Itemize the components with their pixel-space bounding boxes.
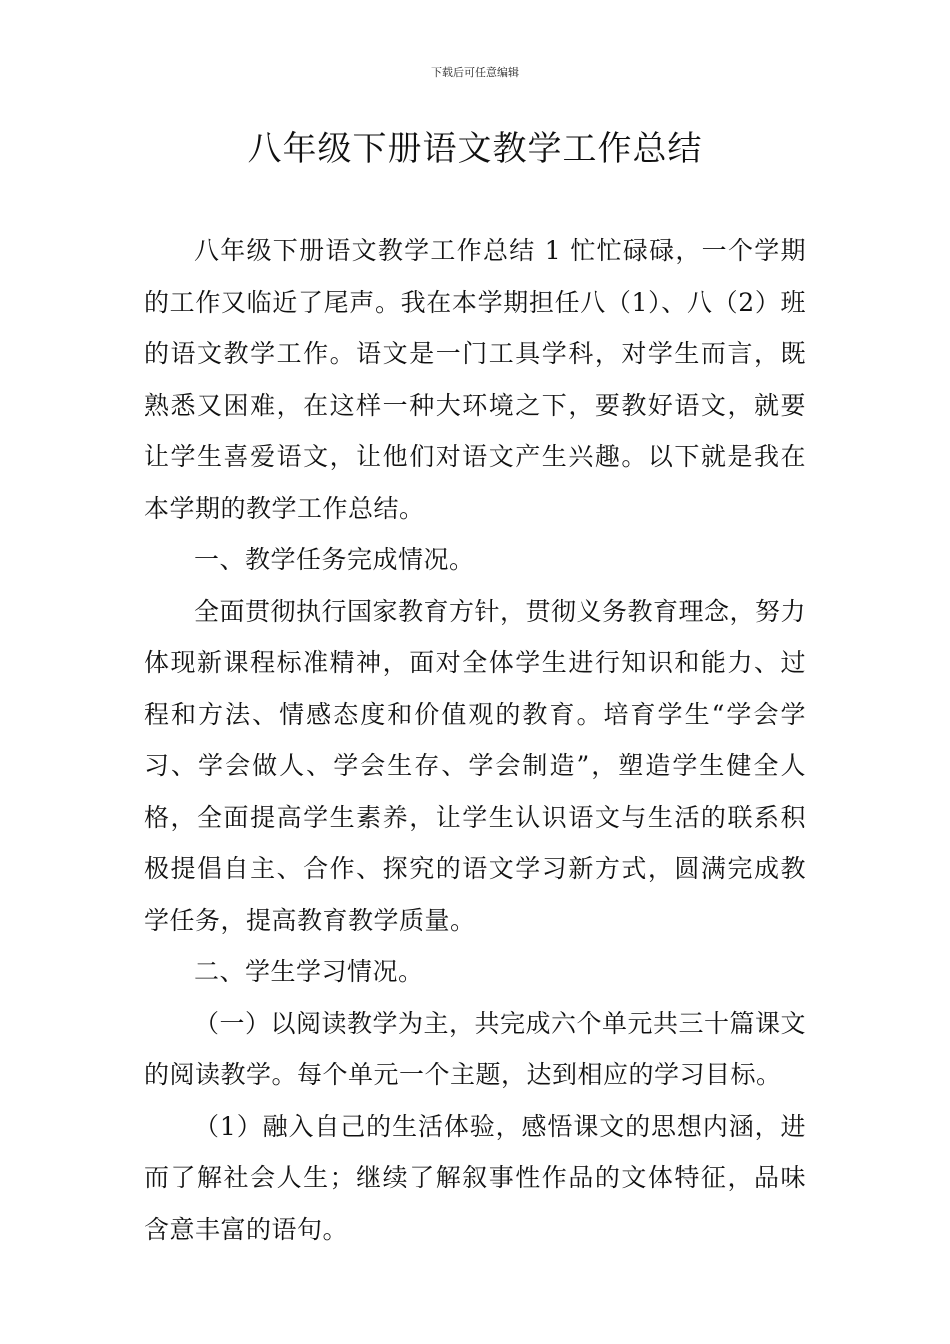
paragraph-teaching-tasks: 全面贯彻执行国家教育方针，贯彻义务教育理念，努力体现新课程标准精神，面对全体学生进行知识和能力、过程和方法、情感态度和价值观的教育。培育学生“学会学习、学会做人、学会生存、学会制造”，塑造学生健全人格，全面提高学生素养，让学生认识语文与生活的联系积极提倡自主、合作、探究的语文学习新方式，圆满完成教学任务，提高教育教学质量。 [144, 596, 807, 935]
paragraph-life-experience: （1）融入自己的生活体验，感悟课文的思想内涵，进而了解社会人生；继续了解叙事性作品的文体特征，品味含意丰富的语句。 [144, 1111, 806, 1244]
section-heading-teaching-tasks: 一、教学任务完成情况。 [194, 545, 475, 574]
document-title: 八年级下册语文教学工作总结 [247, 129, 703, 169]
document-body [144, 225, 806, 1255]
paragraph-reading-teaching: （一）以阅读教学为主，共完成六个单元共三十篇课文的阅读教学。每个单元一个主题，达到相应的学习目标。 [144, 1008, 807, 1089]
section-heading-student-learning: 二、学生学习情况。 [194, 957, 424, 986]
header-note: 下载后可任意编辑 [431, 66, 519, 79]
paragraph-intro: 八年级下册语文教学工作总结 1 忙忙碌碌，一个学期的工作又临近了尾声。我在本学期担任八（1）、八（2）班的语文教学工作。语文是一门工具学科，对学生而言，既熟悉又困难，在这样一种大环境之下，要教好语文，就要让学生喜爱语文，让他们对语文产生兴趣。以下就是我在本学期的教学工作总结。 [144, 236, 806, 523]
